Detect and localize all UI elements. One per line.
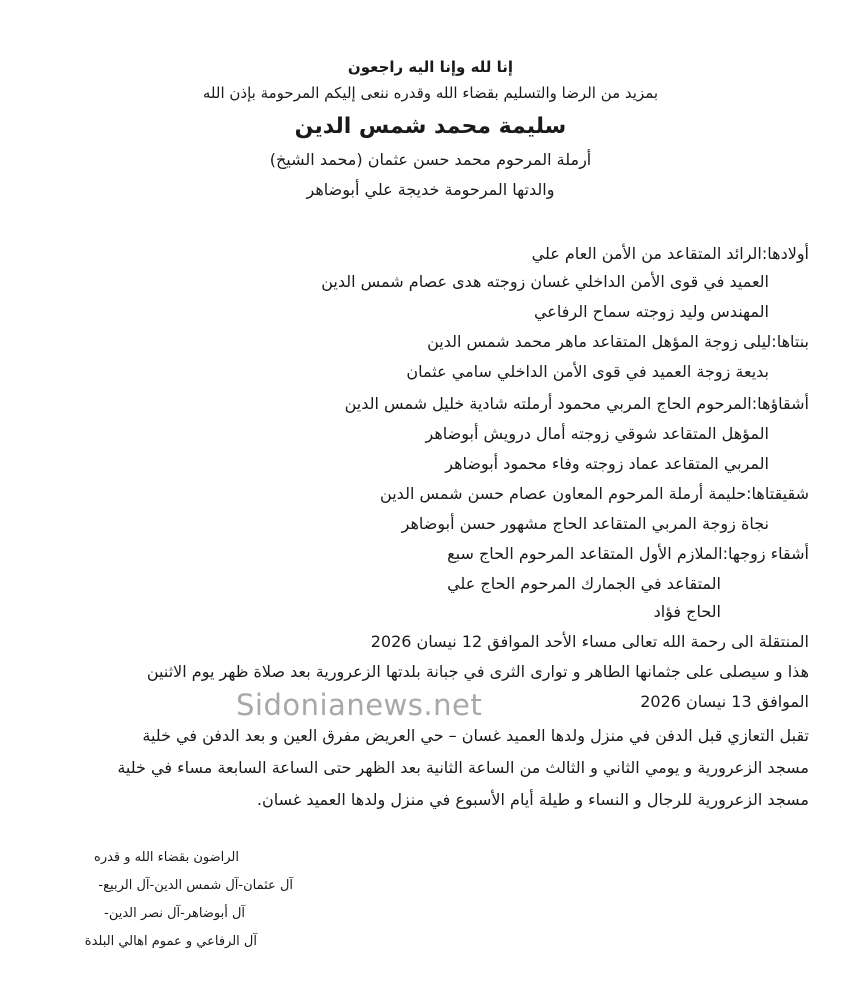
brothers-line-3: المربي المتقاعد عماد زوجته وفاء محمود أبوضاهر bbox=[445, 454, 769, 473]
daughters-line-1: بنتاها:ليلى زوجة المؤهل المتقاعد ماهر محمد شمس الدين bbox=[427, 332, 809, 351]
header-verse: إنا لله وإنا اليه راجعون bbox=[347, 58, 514, 76]
sisters-line-1: شقيقتاها:حليمة أرملة المرحوم المعاون عصام حسن شمس الدين bbox=[380, 484, 809, 503]
signature-line-3: آل أبوضاهر-آل نصر الدين- bbox=[104, 906, 245, 921]
condolence-line-2: مسجد الزعرورية و يومي الثاني و الثالث من الساعة الثانية بعد الظهر حتى الساعة السابعة مساء في خلية bbox=[117, 758, 809, 777]
sons-line-3: المهندس وليد زوجته سماح الرفاعي bbox=[533, 302, 769, 321]
sons-line-2: العميد في قوى الأمن الداخلي غسان زوجته هدى عصام شمس الدين bbox=[321, 272, 769, 291]
deceased-name: سليمة محمد شمس الدين bbox=[294, 114, 567, 139]
signature-line-1: الراضون بقضاء الله و قدره bbox=[94, 850, 239, 865]
daughters-line-2: بديعة زوجة العميد في قوى الأمن الداخلي سامي عثمان bbox=[406, 362, 769, 381]
condolence-line-3: مسجد الزعرورية للرجال و النساء و طيلة أيام الأسبوع في منزل ولدها العميد غسان. bbox=[256, 790, 809, 809]
header-announcement: بمزيد من الرضا والتسليم بقضاء الله وقدره ننعى إليكم المرحومة بإذن الله bbox=[202, 84, 659, 102]
brothers-line-1: أشقاؤها:المرحوم الحاج المربي محمود أرملته شادية خليل شمس الدين bbox=[344, 394, 809, 413]
header-mother: والدتها المرحومة خديجة علي أبوضاهر bbox=[306, 180, 555, 199]
brothers-line-2: المؤهل المتقاعد شوقي زوجته أمال درويش أبوضاهر bbox=[425, 424, 769, 443]
watermark: Sidonianews.net bbox=[236, 688, 483, 722]
condolence-line-1: تقبل التعازي قبل الدفن في منزل ولدها العميد غسان – حي العريض مفرق العين و بعد الدفن في خلية bbox=[142, 726, 809, 745]
sons-line-1: أولادها:الرائد المتقاعد من الأمن العام علي bbox=[531, 244, 809, 263]
death-date: المنتقلة الى رحمة الله تعالى مساء الأحد الموافق 12 نيسان 2026 bbox=[370, 632, 809, 651]
signature-line-4: آل الرفاعي و عموم اهالي البلدة bbox=[84, 934, 257, 949]
header-widow-of: أرملة المرحوم محمد حسن عثمان (محمد الشيخ) bbox=[269, 150, 592, 169]
signature-line-2: آل عثمان-آل شمس الدين-آل الربيع- bbox=[98, 878, 293, 893]
husband-brothers-line-2: المتقاعد في الجمارك المرحوم الحاج علي bbox=[447, 574, 721, 593]
funeral-line-1: هذا و سيصلى على جثمانها الطاهر و توارى الثرى في جبانة بلدتها الزعرورية بعد صلاة ظهر يوم الاثنين bbox=[146, 662, 809, 681]
husband-brothers-line-1: أشقاء زوجها:الملازم الأول المتقاعد المرحوم الحاج سبع bbox=[447, 544, 809, 563]
sisters-line-2: نجاة زوجة المربي المتقاعد الحاج مشهور حسن أبوضاهر bbox=[401, 514, 769, 533]
funeral-line-2: الموافق 13 نيسان 2026 bbox=[640, 692, 809, 711]
husband-brothers-line-3: الحاج فؤاد bbox=[653, 602, 721, 621]
